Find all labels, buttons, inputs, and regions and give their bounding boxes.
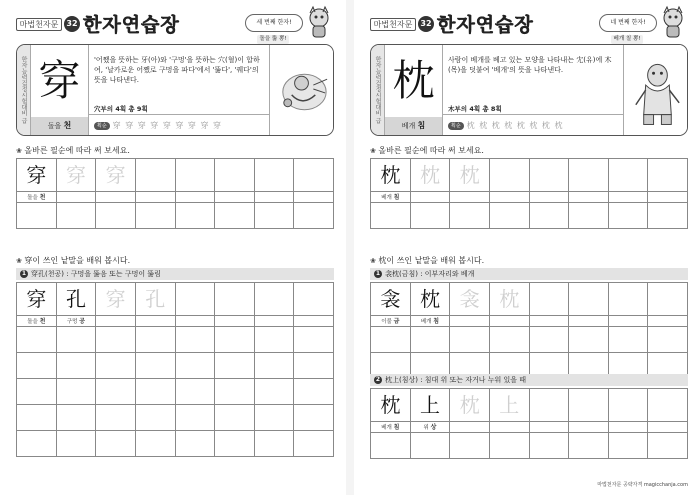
bubble-tag: 돌을 뚫 뽕! — [257, 35, 289, 44]
trace-char: 穿 — [65, 163, 86, 187]
label-cell — [371, 316, 411, 327]
practice-cell[interactable] — [490, 159, 530, 192]
main-hanja: 穿 — [38, 56, 81, 105]
practice-cell[interactable] — [371, 159, 411, 192]
label-meaning: 베개 — [381, 425, 392, 431]
practice-cell[interactable] — [648, 283, 688, 316]
practice-cell[interactable] — [255, 327, 295, 353]
practice-char: 上 — [419, 393, 440, 417]
section-heading-stroke: ❀ 올바른 필순에 따라 써 보세요. — [370, 146, 484, 155]
practice-cell[interactable] — [136, 431, 176, 457]
section-heading-text: 올바른 필순에 따라 써 보세요. — [378, 146, 484, 155]
section-heading-text: 穿이 쓰인 낱말을 배워 봅시다. — [24, 256, 131, 265]
practice-cell[interactable] — [17, 283, 57, 316]
word-index: 1 — [375, 270, 381, 277]
stroke-sequence: 枕 枕 枕 枕 枕 枕 枕 枕 — [466, 121, 564, 130]
practice-cell[interactable] — [609, 203, 649, 229]
label-meaning: 위 — [423, 425, 429, 431]
stroke-sequence: 穿 穿 穿 穿 穿 穿 穿 穿 穿 — [112, 121, 223, 130]
practice-cell[interactable] — [294, 405, 334, 431]
exam-side-strip: 한자능력검정시험대비 급 — [17, 45, 31, 135]
label-sound: 침 — [433, 318, 440, 325]
radical-info: 穴부의 4획 총 9획 — [94, 105, 148, 113]
exam-side-strip: 한자능력검정시험대비 급 — [371, 45, 385, 135]
trace-char: 枕 — [419, 163, 440, 187]
reading-bar — [385, 117, 443, 135]
practice-cell[interactable] — [96, 431, 136, 457]
practice-cell[interactable] — [176, 405, 216, 431]
practice-cell[interactable] — [530, 327, 570, 353]
practice-cell[interactable] — [411, 433, 451, 459]
trace-char: 穿 — [105, 163, 126, 187]
reading-sound: 침 — [417, 121, 426, 130]
practice-cell[interactable] — [215, 283, 255, 316]
practice-cell[interactable] — [57, 327, 97, 353]
origin-description: '어쨌을 뜻하는 牙(아)와 '구멍'을 뜻하는 穴(혈)이 합하여, '날카로운 어쨌로 구멍을 파다'에서 '뚫다', '꿰다'의 뜻을 나타낸다. — [94, 56, 260, 84]
practice-grid-2 — [370, 282, 688, 379]
practice-cell[interactable] — [57, 405, 97, 431]
practice-char: 枕 — [380, 163, 401, 187]
practice-char: 穿 — [26, 287, 47, 311]
practice-grid-2 — [16, 282, 334, 457]
practice-cell[interactable] — [411, 159, 451, 192]
practice-char: 衾 — [380, 287, 401, 311]
practice-cell[interactable] — [530, 203, 570, 229]
speech-bubble: 세 번째 한자! — [245, 14, 303, 32]
practice-cell[interactable] — [411, 283, 451, 316]
radical-info: 木부의 4획 총 8획 — [448, 105, 502, 113]
practice-cell[interactable] — [569, 159, 609, 192]
practice-cell[interactable] — [176, 431, 216, 457]
practice-cell[interactable] — [57, 159, 97, 192]
practice-cell[interactable] — [609, 389, 649, 422]
practice-cell[interactable] — [57, 431, 97, 457]
practice-cell[interactable] — [215, 405, 255, 431]
practice-cell[interactable] — [294, 353, 334, 379]
practice-cell[interactable] — [255, 353, 295, 379]
practice-cell[interactable] — [569, 327, 609, 353]
practice-cell[interactable] — [96, 353, 136, 379]
trace-char: 枕 — [459, 393, 480, 417]
practice-cell[interactable] — [17, 327, 57, 353]
label-meaning: 베개 — [381, 195, 392, 201]
section-heading-text: 올바른 필순에 따라 써 보세요. — [24, 146, 130, 155]
practice-cell[interactable] — [17, 203, 57, 229]
practice-cell[interactable] — [255, 159, 295, 192]
reading-meaning: 베개 — [401, 122, 416, 130]
practice-cell[interactable] — [136, 353, 176, 379]
practice-cell[interactable] — [17, 353, 57, 379]
practice-cell[interactable] — [569, 203, 609, 229]
page-title: 한자연습장 — [83, 14, 180, 36]
label-sound: 상 — [430, 424, 437, 431]
practice-cell[interactable] — [215, 379, 255, 405]
practice-cell[interactable] — [215, 159, 255, 192]
practice-cell[interactable] — [450, 433, 490, 459]
practice-cell[interactable] — [609, 159, 649, 192]
bubble-tag: 베개 칠 뽕! — [611, 35, 643, 44]
practice-cell[interactable] — [96, 405, 136, 431]
worksheet-page-left — [0, 0, 346, 495]
hanja-card — [370, 44, 688, 136]
practice-cell[interactable] — [569, 389, 609, 422]
practice-cell[interactable] — [176, 203, 216, 229]
practice-cell[interactable] — [96, 327, 136, 353]
label-sound: 침 — [393, 194, 400, 201]
practice-cell[interactable] — [530, 433, 570, 459]
page-title: 한자연습장 — [437, 14, 534, 36]
practice-cell[interactable] — [17, 379, 57, 405]
practice-cell[interactable] — [530, 389, 570, 422]
hanja-card — [16, 44, 334, 136]
section-heading-stroke: ❀ 올바른 필순에 따라 써 보세요. — [16, 146, 130, 155]
word-definition: 穿孔(천공) : 구멍을 뚫음 또는 구멍이 뚫림 — [31, 270, 161, 278]
stroke-order — [89, 117, 269, 135]
label-sound: 침 — [393, 424, 400, 431]
trace-char: 穿 — [105, 287, 126, 311]
practice-cell[interactable] — [371, 433, 411, 459]
practice-cell[interactable] — [450, 327, 490, 353]
practice-cell[interactable] — [294, 283, 334, 316]
label-cell — [17, 316, 57, 327]
section-heading-words: ❀ 穿이 쓰인 낱말을 배워 봅시다. — [16, 256, 131, 265]
word-index: 2 — [375, 376, 381, 383]
practice-char: 枕 — [380, 393, 401, 417]
practice-cell[interactable] — [450, 389, 490, 422]
practice-cell[interactable] — [411, 389, 451, 422]
trace-char: 枕 — [499, 287, 520, 311]
practice-cell[interactable] — [255, 431, 295, 457]
main-char-box — [31, 45, 89, 117]
trace-char: 孔 — [145, 287, 166, 311]
stroke-pill: 획순 — [448, 122, 464, 130]
practice-cell[interactable] — [57, 353, 97, 379]
practice-cell[interactable] — [490, 327, 530, 353]
practice-cell[interactable] — [530, 159, 570, 192]
practice-cell[interactable] — [136, 203, 176, 229]
trace-char: 上 — [499, 393, 520, 417]
practice-cell[interactable] — [136, 159, 176, 192]
practice-cell[interactable] — [648, 327, 688, 353]
main-char-box — [385, 45, 443, 117]
mascot-icon — [302, 5, 336, 39]
lesson-number: 32 — [418, 16, 434, 32]
practice-cell[interactable] — [255, 203, 295, 229]
practice-cell[interactable] — [371, 389, 411, 422]
practice-cell[interactable] — [294, 203, 334, 229]
practice-cell[interactable] — [176, 159, 216, 192]
practice-cell[interactable] — [215, 327, 255, 353]
practice-cell[interactable] — [450, 159, 490, 192]
speech-bubble: 네 번째 한자! — [599, 14, 657, 32]
label-cell — [371, 422, 411, 433]
practice-cell[interactable] — [569, 283, 609, 316]
word-bar — [370, 374, 688, 386]
reading-bar — [31, 117, 89, 135]
practice-cell[interactable] — [490, 203, 530, 229]
illustration-icon — [269, 45, 334, 135]
practice-cell[interactable] — [57, 379, 97, 405]
practice-cell[interactable] — [215, 353, 255, 379]
practice-char: 穿 — [26, 163, 47, 187]
word-bar — [370, 268, 688, 280]
illustration-icon — [623, 45, 688, 135]
practice-cell[interactable] — [176, 379, 216, 405]
practice-cell[interactable] — [450, 203, 490, 229]
reading-sound: 천 — [63, 121, 72, 130]
practice-cell[interactable] — [176, 283, 216, 316]
practice-cell[interactable] — [411, 327, 451, 353]
practice-cell[interactable] — [490, 283, 530, 316]
practice-cell[interactable] — [609, 283, 649, 316]
stroke-pill: 획순 — [94, 122, 110, 130]
practice-cell[interactable] — [176, 327, 216, 353]
footer-credit: 마법천자문 공략자격 magicchanja.com — [597, 482, 688, 488]
label-sound: 금 — [393, 318, 400, 325]
trace-char: 枕 — [459, 163, 480, 187]
practice-cell[interactable] — [490, 433, 530, 459]
practice-char: 枕 — [419, 287, 440, 311]
practice-cell[interactable] — [450, 283, 490, 316]
word-bar — [16, 268, 334, 280]
label-cell — [17, 192, 57, 203]
practice-cell[interactable] — [294, 327, 334, 353]
practice-cell[interactable] — [294, 379, 334, 405]
section-heading-text: 枕이 쓰인 낱말을 배워 봅시다. — [378, 256, 485, 265]
practice-cell[interactable] — [17, 431, 57, 457]
practice-cell[interactable] — [17, 405, 57, 431]
label-sound: 천 — [39, 318, 46, 325]
label-meaning: 돌을 — [27, 319, 38, 325]
mascot-icon — [656, 5, 690, 39]
series-tag: 마법천자문 — [370, 18, 416, 31]
practice-cell[interactable] — [17, 159, 57, 192]
practice-cell[interactable] — [57, 283, 97, 316]
practice-cell[interactable] — [255, 405, 295, 431]
label-cell — [57, 316, 97, 327]
practice-cell[interactable] — [648, 159, 688, 192]
practice-cell[interactable] — [294, 431, 334, 457]
practice-cell[interactable] — [96, 159, 136, 192]
origin-description: 사람이 베개를 베고 있는 모양을 나타내는 冘(유)에 木(목)을 덧붙여 '베개'의 뜻을 나타낸다. — [448, 56, 612, 74]
word-definition: 枕上(침상) : 침대 위 또는 자거나 누워 있을 때 — [385, 376, 527, 384]
practice-char: 孔 — [65, 287, 86, 311]
practice-cell[interactable] — [255, 379, 295, 405]
series-tag: 마법천자문 — [16, 18, 62, 31]
practice-cell[interactable] — [136, 379, 176, 405]
practice-cell[interactable] — [294, 159, 334, 192]
label-cell — [411, 422, 451, 433]
label-sound: 공 — [79, 318, 86, 325]
practice-grid-1 — [370, 158, 688, 229]
practice-cell[interactable] — [215, 431, 255, 457]
practice-cell[interactable] — [569, 433, 609, 459]
practice-cell[interactable] — [96, 203, 136, 229]
practice-cell[interactable] — [96, 283, 136, 316]
main-hanja: 枕 — [392, 56, 435, 105]
practice-cell[interactable] — [648, 389, 688, 422]
practice-cell[interactable] — [255, 283, 295, 316]
page-gutter — [346, 0, 354, 495]
label-meaning: 이불 — [381, 319, 392, 325]
practice-cell[interactable] — [648, 203, 688, 229]
label-cell — [371, 192, 411, 203]
practice-grid-1 — [16, 158, 334, 229]
stroke-order — [443, 117, 623, 135]
section-heading-words: ❀ 枕이 쓰인 낱말을 배워 봅시다. — [370, 256, 485, 265]
practice-cell[interactable] — [530, 283, 570, 316]
practice-cell[interactable] — [136, 405, 176, 431]
practice-cell[interactable] — [371, 327, 411, 353]
trace-char: 衾 — [459, 287, 480, 311]
practice-cell[interactable] — [57, 203, 97, 229]
word-index: 1 — [21, 270, 27, 277]
label-meaning: 돌을 — [27, 195, 38, 201]
practice-cell[interactable] — [136, 283, 176, 316]
practice-cell[interactable] — [176, 353, 216, 379]
reading-meaning: 돌을 — [47, 122, 62, 130]
practice-cell[interactable] — [215, 203, 255, 229]
worksheet-page-right — [354, 0, 700, 495]
practice-cell[interactable] — [96, 379, 136, 405]
practice-cell[interactable] — [609, 327, 649, 353]
practice-grid-3 — [370, 388, 688, 459]
practice-cell[interactable] — [490, 389, 530, 422]
label-sound: 천 — [39, 194, 46, 201]
practice-cell[interactable] — [609, 433, 649, 459]
practice-cell[interactable] — [411, 203, 451, 229]
practice-cell[interactable] — [136, 327, 176, 353]
label-cell — [411, 316, 451, 327]
word-definition: 衾枕(금침) : 이부자리와 베개 — [385, 270, 475, 278]
label-meaning: 구멍 — [66, 319, 78, 325]
label-meaning: 베개 — [420, 319, 432, 325]
practice-cell[interactable] — [648, 433, 688, 459]
practice-cell[interactable] — [371, 283, 411, 316]
practice-cell[interactable] — [371, 203, 411, 229]
lesson-number: 32 — [64, 16, 80, 32]
